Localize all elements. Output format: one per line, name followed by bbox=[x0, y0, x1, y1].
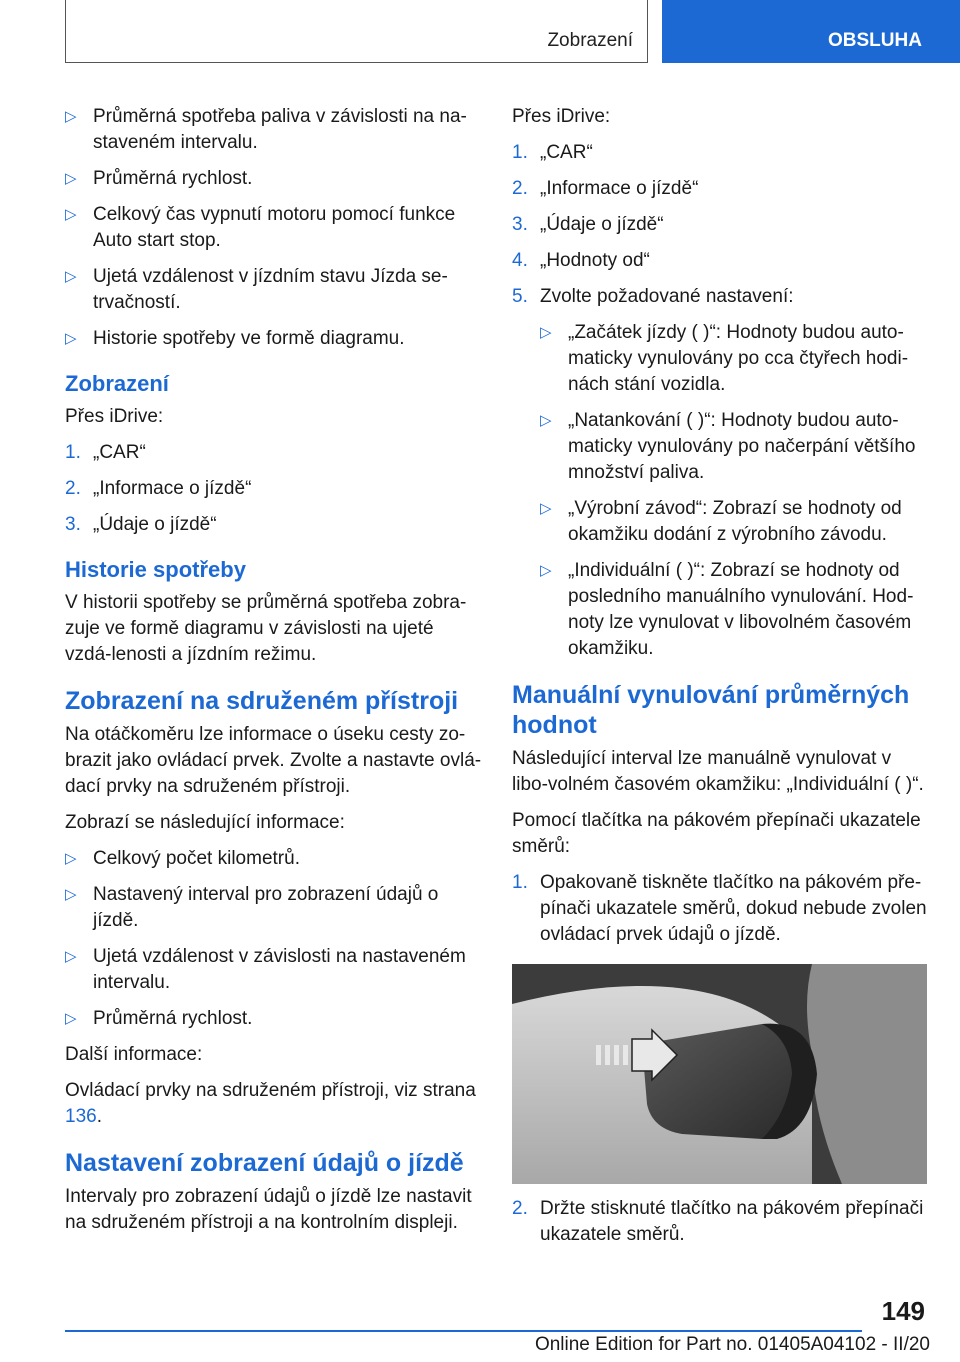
triangle-bullet-icon: ▷ bbox=[65, 330, 77, 347]
list-item: 1. „CAR“ bbox=[512, 140, 927, 166]
list-item: 2. „Informace o jízdě“ bbox=[512, 176, 927, 202]
triangle-bullet-icon: ▷ bbox=[65, 206, 77, 223]
list-item: ▷ Nastavený interval pro zobrazení údajů o jízdě. bbox=[65, 884, 439, 931]
list-item: ▷ „Individuální ( )“: Zobrazí se hodnoty od posledního manuálního vynulování. Hod-noty lze vynulovat v libovolném časovém okamžiku. bbox=[540, 560, 914, 659]
step-number: 3. bbox=[65, 514, 81, 535]
right-column bbox=[512, 104, 927, 1258]
paragraph: Ovládací prvky na sdruženém přístroji, viz strana 136. bbox=[65, 1080, 476, 1127]
page-number: 149 bbox=[881, 1296, 925, 1326]
turn-signal-lever-illustration bbox=[512, 964, 927, 1184]
header-box bbox=[65, 0, 648, 63]
triangle-bullet-icon: ▷ bbox=[540, 324, 552, 341]
list-item: ▷ Celkový čas vypnutí motoru pomocí funkce Auto start stop. bbox=[65, 204, 456, 251]
step-number: 2. bbox=[512, 178, 528, 199]
list-item: 4. „Hodnoty od“ bbox=[512, 248, 927, 274]
triangle-bullet-icon: ▷ bbox=[65, 886, 77, 903]
list-item: ▷ Ujetá vzdálenost v jízdním stavu Jízda se-trvačností. bbox=[65, 266, 448, 313]
list-item: ▷ Historie spotřeby ve formě diagramu. bbox=[65, 326, 483, 352]
footer-divider bbox=[65, 1330, 862, 1332]
heading-sdruzeny: Zobrazení na sdruženém přístroji bbox=[65, 687, 459, 715]
triangle-bullet-icon: ▷ bbox=[65, 1010, 77, 1027]
heading-zobrazeni: Zobrazení bbox=[65, 371, 169, 396]
heading-nastaveni: Nastavení zobrazení údajů o jízdě bbox=[65, 1149, 464, 1177]
list-item: 2. Držte stisknuté tlačítko na pákovém přepínači ukazatele směrů. bbox=[512, 1198, 924, 1245]
paragraph: Další informace: bbox=[65, 1044, 203, 1065]
step-number: 4. bbox=[512, 250, 528, 271]
paragraph: Následující interval lze manuálně vynulovat v libo-volném časovém okamžiku: „Individuální ( )“. bbox=[512, 748, 924, 795]
page-link[interactable]: 136 bbox=[65, 1106, 97, 1127]
step-number: 3. bbox=[512, 214, 528, 235]
list-item: 3. „Údaje o jízdě“ bbox=[65, 512, 483, 538]
triangle-bullet-icon: ▷ bbox=[65, 948, 77, 965]
section-title: Zobrazení bbox=[547, 30, 633, 51]
step-number: 1. bbox=[512, 142, 528, 163]
paragraph: Přes iDrive: bbox=[512, 106, 611, 127]
heading-historie: Historie spotřeby bbox=[65, 557, 246, 582]
list-item: ▷ „Natankování ( )“: Hodnoty budou auto-maticky vynulovány po načerpání většího množství paliva. bbox=[540, 410, 916, 483]
triangle-bullet-icon: ▷ bbox=[65, 108, 77, 125]
left-column bbox=[65, 104, 483, 1246]
triangle-bullet-icon: ▷ bbox=[540, 500, 552, 517]
lever-drawing bbox=[512, 964, 927, 1184]
chapter-tab: OBSLUHA bbox=[662, 0, 960, 63]
paragraph: Intervaly pro zobrazení údajů o jízdě lze nastavit na sdruženém přístroji a na kontrolním displeji. bbox=[65, 1186, 472, 1233]
list-item: 3. „Údaje o jízdě“ bbox=[512, 212, 927, 238]
triangle-bullet-icon: ▷ bbox=[65, 268, 77, 285]
list-item: ▷ Ujetá vzdálenost v závislosti na nastaveném intervalu. bbox=[65, 946, 466, 993]
step-number: 1. bbox=[512, 872, 528, 893]
triangle-bullet-icon: ▷ bbox=[540, 412, 552, 429]
list-item: ▷ „Výrobní závod“: Zobrazí se hodnoty od okamžiku dodání z výrobního závodu. bbox=[540, 498, 902, 545]
paragraph: Zobrazí se následující informace: bbox=[65, 812, 345, 833]
step-number: 2. bbox=[65, 478, 81, 499]
list-item: ▷ Celkový počet kilometrů. bbox=[65, 846, 483, 872]
paragraph: Na otáčkoměru lze informace o úseku cesty zo-brazit jako ovládací prvek. Zvolte a nastavte ovlá-dací prvky na sdruženém přístroji. bbox=[65, 724, 482, 797]
step-number: 5. bbox=[512, 286, 528, 307]
paragraph: V historii spotřeby se průměrná spotřeba zobra-zuje ve formě diagramu v závislosti na ujeté vzdá-lenosti a jízdním režimu. bbox=[65, 592, 467, 665]
triangle-bullet-icon: ▷ bbox=[540, 562, 552, 579]
paragraph: Přes iDrive: bbox=[65, 406, 164, 427]
list-item: 1. Opakovaně tiskněte tlačítko na pákovém pře-pínači ukazatele směrů, dokud nebude zvolen ovládací prvek údajů o jízdě. bbox=[512, 872, 927, 945]
heading-manual-reset: Manuální vynulování průměrných hodnot bbox=[512, 681, 910, 739]
triangle-bullet-icon: ▷ bbox=[65, 170, 77, 187]
list-item: 1. „CAR“ bbox=[65, 440, 483, 466]
list-item: ▷ Průměrná rychlost. bbox=[65, 1006, 483, 1032]
list-item: 2. „Informace o jízdě“ bbox=[65, 476, 483, 502]
step-number: 2. bbox=[512, 1198, 528, 1219]
list-item: ▷ „Začátek jízdy ( )“: Hodnoty budou auto-maticky vynulovány po cca čtyřech hodi-nách stání vozidla. bbox=[540, 322, 909, 395]
list-item: 5. Zvolte požadované nastavení: bbox=[512, 284, 927, 310]
list-item: ▷ Průměrná spotřeba paliva v závislosti na na-staveném intervalu. bbox=[65, 106, 467, 153]
paragraph: Pomocí tlačítka na pákovém přepínači ukazatele směrů: bbox=[512, 810, 921, 857]
edition-footer: Online Edition for Part no. 01405A04102 - II/20 bbox=[534, 1334, 930, 1355]
triangle-bullet-icon: ▷ bbox=[65, 850, 77, 867]
list-item: ▷ Průměrná rychlost. bbox=[65, 166, 483, 192]
step-number: 1. bbox=[65, 442, 81, 463]
